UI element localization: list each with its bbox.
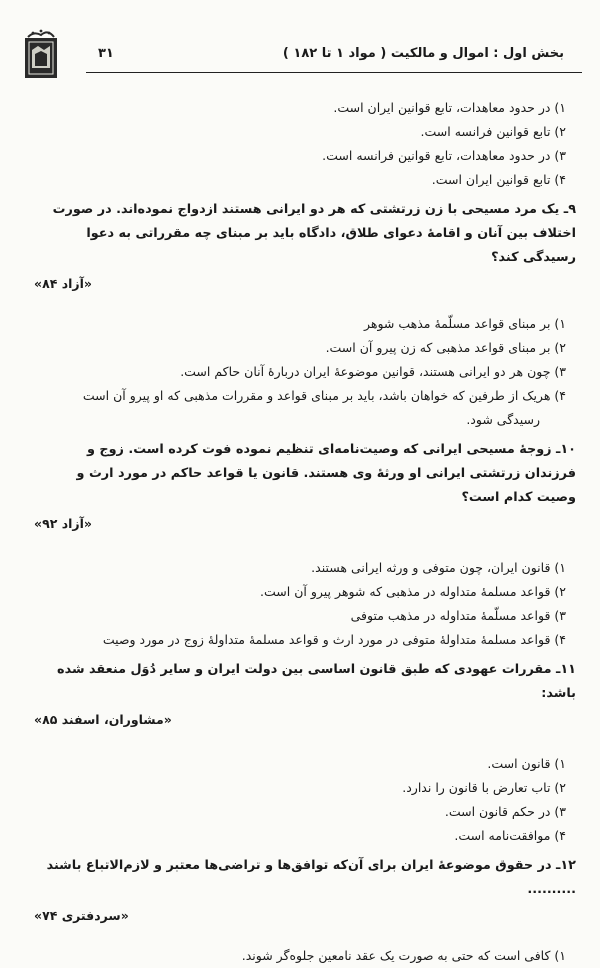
question-9 [34,198,576,432]
q8-options [34,96,576,192]
running-header [86,40,582,70]
question-10 [34,438,576,652]
q11-option-1: ۱) قانون است. [487,756,566,771]
q9-option-3: ۳) چون هر دو ایرانی هستند، قوانین موضوعهٔ ایران دربارهٔ آنان حاکم است. [180,364,566,379]
q10-option-2: ۲) قواعد مسلمهٔ متداوله در مذهبی که شوهر پیرو آن است. [260,584,566,599]
q10-option-3: ۳) قواعد مسلّمهٔ متداوله در مذهب متوفی [350,608,566,623]
q11-text: ۱۱ـ مقررات عهودی که طبق قانون اساسی بین دولت ایران و سایر دُوَل منعقد شده باشد: [57,662,576,701]
q8-option-2: ۲) تابع قوانین فرانسه است. [420,124,566,139]
q9-option-4: ۴) هریک از طرفین که خواهان باشد، باید بر مبنای قواعد و مقررات مذهبی که او پیرو آن است [82,388,566,403]
q9-option-4-continuation: رسیدگی شود. [466,412,540,427]
q10-option-4: ۴) قواعد مسلمهٔ متداولهٔ متوفی در مورد ارث و قواعد مسلمهٔ متداولهٔ زوج در مورد وصیت [102,632,566,647]
publisher-logo-icon [22,28,60,80]
chapter-title: بخش اول : اموال و مالکیت ( مواد ۱ تا ۱۸۲ ) [282,46,564,61]
q10-text: ۱۰ـ زوجهٔ مسیحی ایرانی که وصیت‌نامه‌ای تنظیم نموده فوت کرده است. زوج و فرزندان زرتشتی ایرانی او ورثهٔ وی هستند. قانون یا قواعد حاکم در مورد ارث و وصیت کدام است؟ [76,442,576,505]
q9-source: «آزاد ۸۴» [34,276,92,291]
q10-option-1: ۱) قانون ایران، چون متوفی و ورثه ایرانی هستند. [311,560,566,575]
q11-option-2: ۲) تاب تعارض با قانون را ندارد. [402,780,566,795]
q8-option-1: ۱) در حدود معاهدات، تابع قوانین ایران است. [333,100,566,115]
q12-option-1: ۱) کافی است که حتی به صورت یک عقد نامعین جلوه‌گر شوند. [241,948,566,963]
question-11 [34,658,576,848]
header-divider [86,72,582,73]
q12-text: ۱۲ـ در حقوق موضوعهٔ ایران برای آن‌که توافق‌ها و تراضی‌ها معتبر و لازم‌الاتباع باشند .......... [46,858,576,897]
q9-option-1: ۱) بر مبنای قواعد مسلّمهٔ مذهب شوهر [363,316,566,331]
q11-source: «مشاوران، اسفند ۸۵» [34,712,172,727]
q12-source: «سردفتری ۷۴» [34,908,129,923]
q8-option-3: ۳) در حدود معاهدات، تابع قوانین فرانسه است. [322,148,566,163]
q10-source: «آزاد ۹۲» [34,516,92,531]
question-12 [34,854,576,968]
q8-option-4: ۴) تابع قوانین ایران است. [431,172,566,187]
q11-option-3: ۳) در حکم قانون است. [444,804,566,819]
q11-option-4: ۴) موافقت‌نامه است. [454,828,566,843]
q9-text: ۹ـ یک مرد مسیحی با زن زرتشتی که هر دو ایرانی هستند ازدواج نموده‌اند. در صورت اختلاف بین آنان و اقامهٔ دعوای طلاق، دادگاه باید بر مبنای چه مقرراتی به دعوا رسیدگی کند؟ [52,202,576,265]
page-number: ۳۱ [98,46,114,61]
page-body [34,96,576,968]
q9-option-2: ۲) بر مبنای قواعد مذهبی که زن پیرو آن است. [325,340,566,355]
